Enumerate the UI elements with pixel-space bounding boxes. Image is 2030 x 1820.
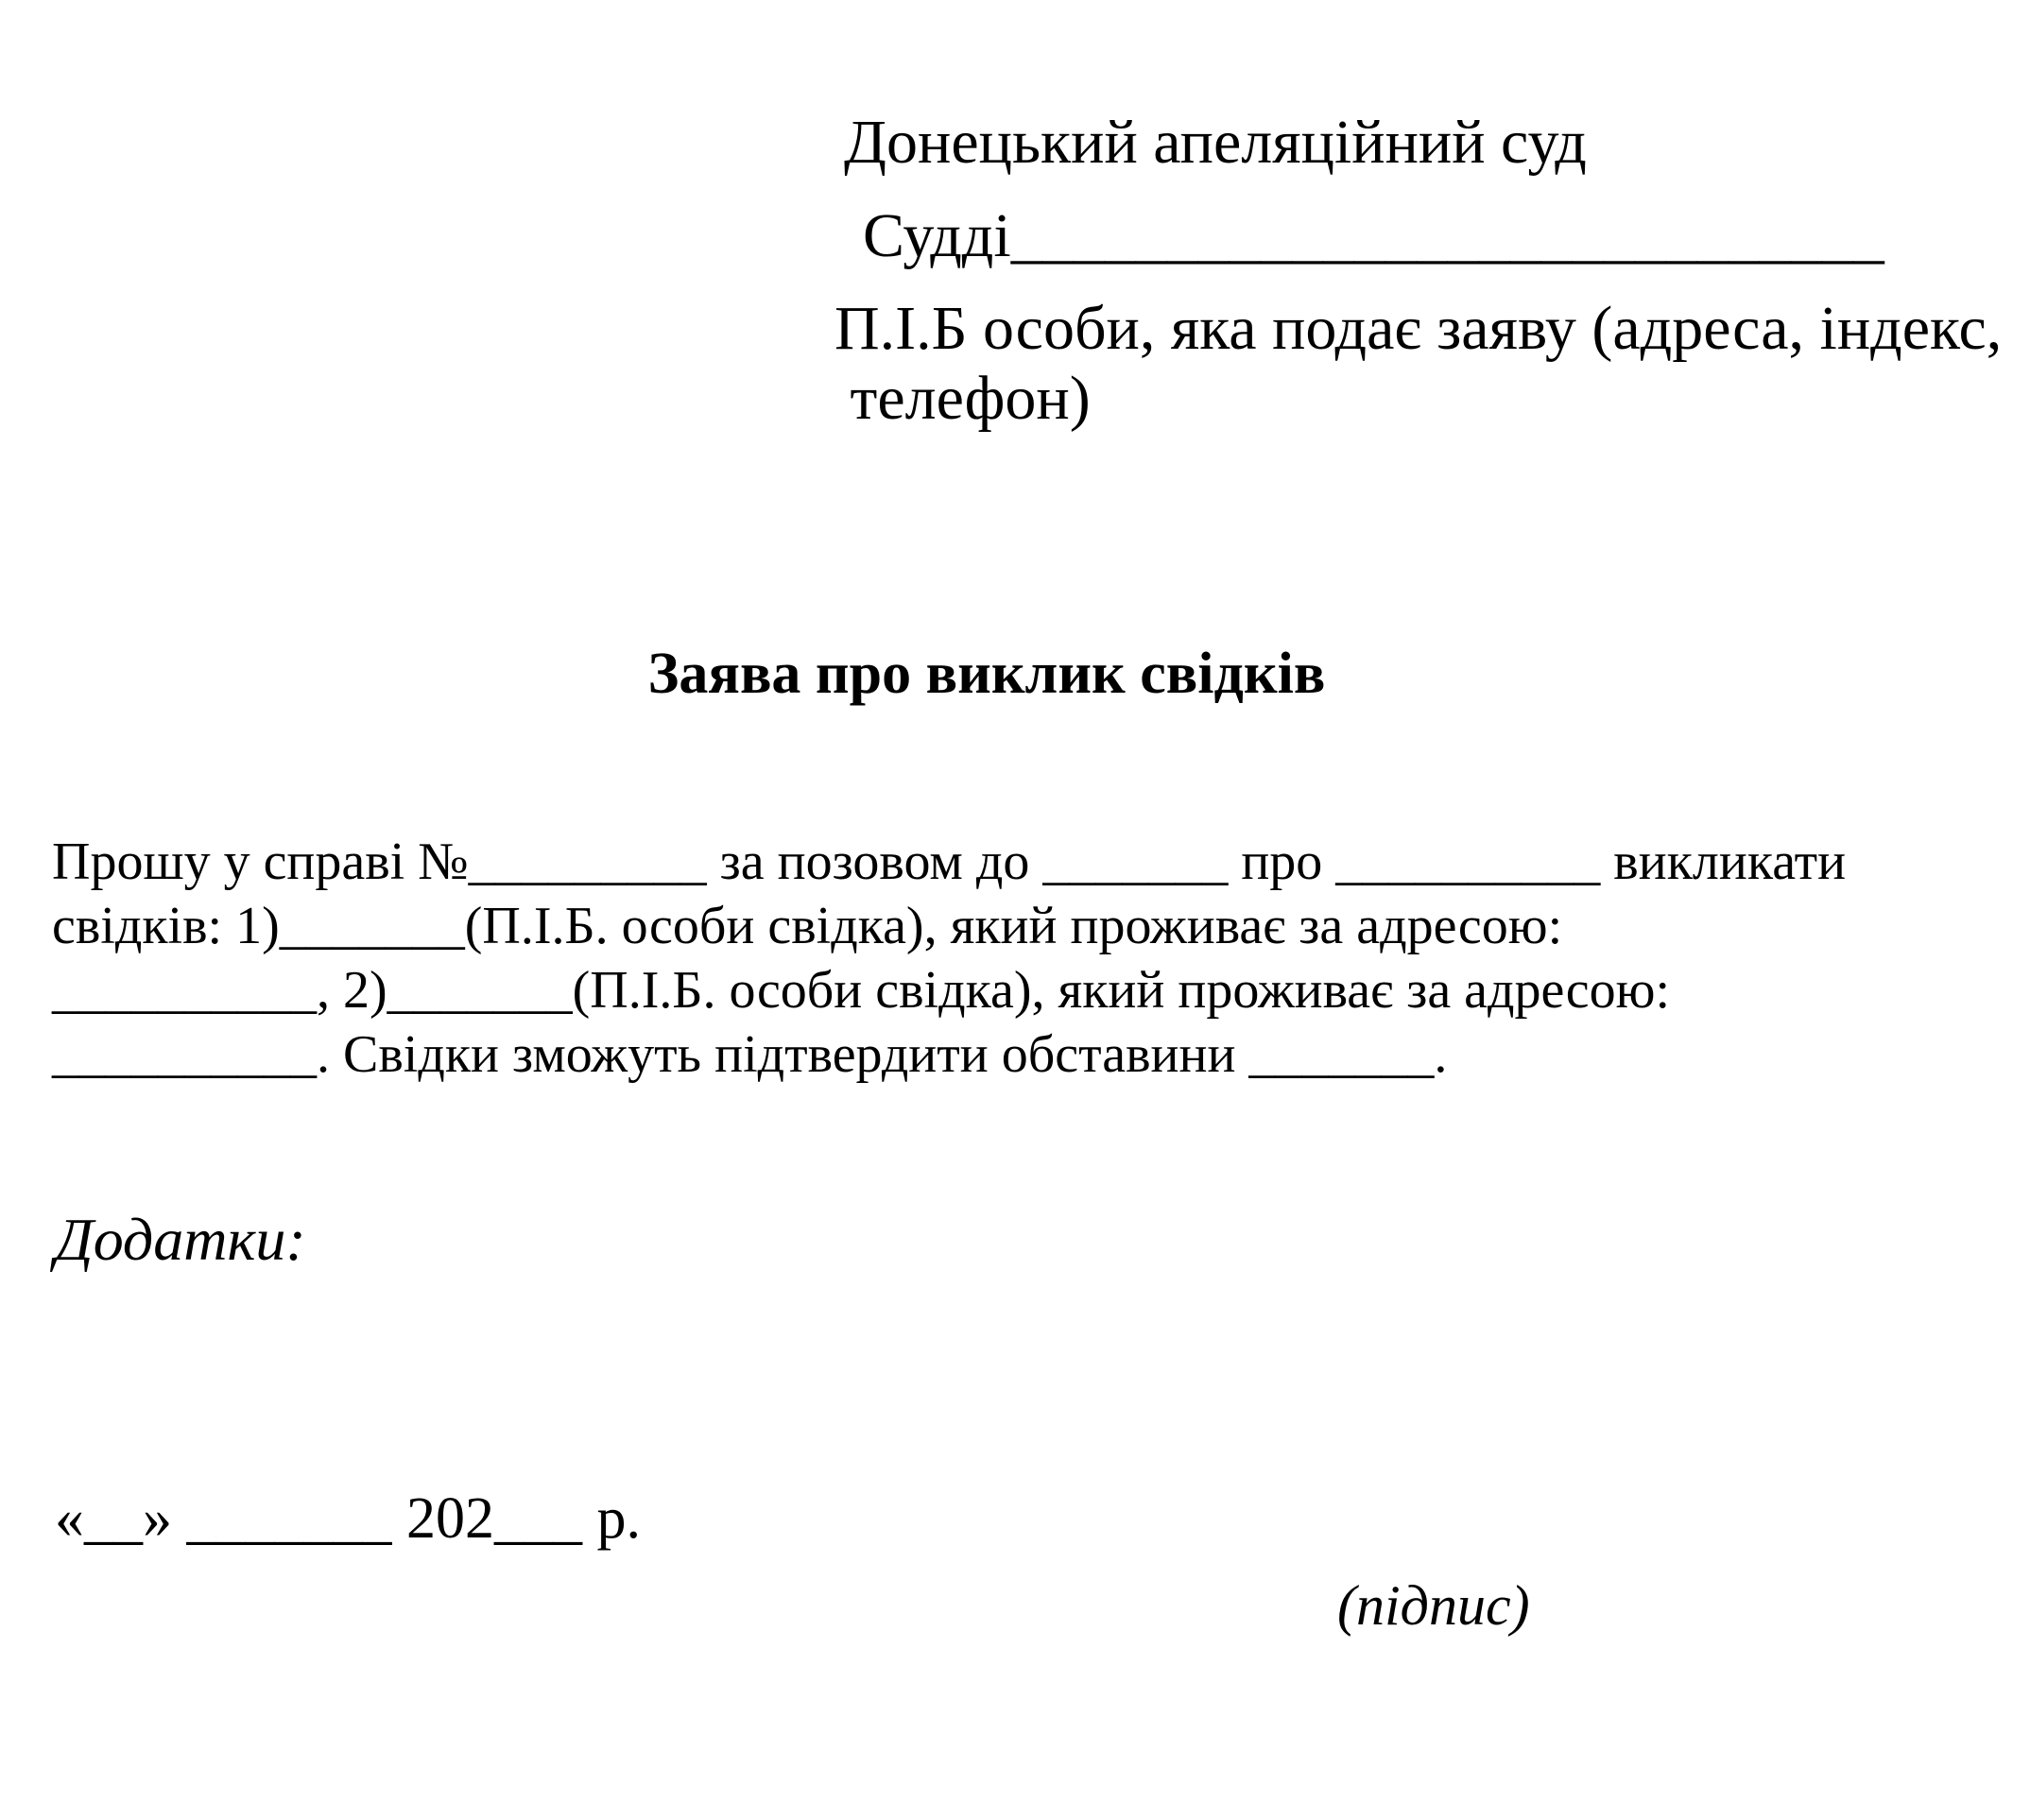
document-title: Заява про виклик свідків	[647, 642, 1326, 706]
body-line-1: Прошу у справі №_________ за позовом до _______ про __________ викликати	[52, 833, 1847, 891]
body-line-2: свідків: 1)_______(П.І.Б. особи свідка), який проживає за адресою:	[52, 897, 1563, 955]
date-line: «__» _______ 202___ р.	[55, 1486, 641, 1551]
body-line-3: __________, 2)_______(П.І.Б. особи свідка), який проживає за адресою:	[52, 961, 1671, 1020]
judge-line: Судді____________________________	[863, 201, 1884, 270]
signature-label: (підпис)	[1337, 1574, 1530, 1637]
body-line-4: __________. Свідки зможуть підтвердити обставини _______.	[52, 1025, 1448, 1084]
attachments-label: Додатки:	[55, 1206, 306, 1273]
court-name: Донецький апеляційний суд	[844, 108, 1587, 177]
applicant-info-line-2: телефон)	[834, 364, 1091, 433]
applicant-info-line-1: П.І.Б особи, яка подає заяву (адреса, індекс,	[834, 294, 2003, 363]
